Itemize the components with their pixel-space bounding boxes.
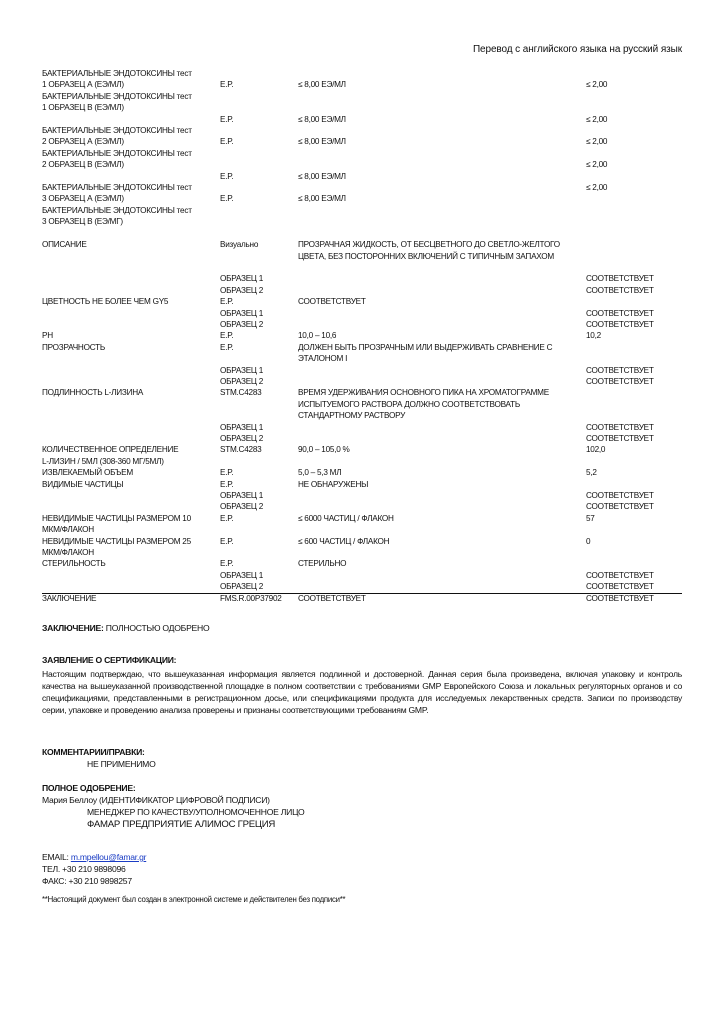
- certification-heading: ЗАЯВЛЕНИЕ О СЕРТИФИКАЦИИ:: [42, 655, 177, 665]
- cell-test-name: [42, 501, 220, 512]
- cell-test-name: [42, 273, 220, 284]
- table-row: [42, 513, 682, 524]
- cell-result: [586, 148, 682, 159]
- cell-test-name: [42, 285, 220, 296]
- table-row: [42, 262, 682, 273]
- cell-test-name: 1 ОБРАЗЕЦ В (ЕЭ/МЛ): [42, 103, 124, 113]
- cell-result: ≤ 2,00: [586, 80, 608, 90]
- cell-result: СООТВЕТСТВУЕТ: [586, 308, 654, 318]
- cell-result: [586, 456, 682, 467]
- cell-specification: [298, 365, 586, 376]
- cell-test-name: [42, 433, 220, 444]
- cell-test-name: 2 ОБРАЗЕЦ В (ЕЭ/МЛ): [42, 160, 124, 170]
- cell-specification: [298, 456, 586, 467]
- cell-test-name: [42, 353, 220, 364]
- cell-method: ОБРАЗЕЦ 1: [220, 274, 264, 284]
- cell-specification: [298, 159, 586, 170]
- cell-test-name: КОЛИЧЕСТВЕННОЕ ОПРЕДЕЛЕНИЕ: [42, 445, 179, 455]
- cell-method: [220, 262, 298, 273]
- cell-specification: ≤ 8,00 ЕЭ/МЛ: [298, 171, 346, 181]
- cell-method: E.P.: [220, 331, 234, 341]
- cell-test-name: [42, 171, 220, 182]
- cell-test-name: [42, 410, 220, 421]
- table-row: [42, 308, 682, 319]
- cell-method: ОБРАЗЕЦ 1: [220, 422, 264, 432]
- cell-method: E.P.: [220, 536, 234, 546]
- cell-method: [220, 182, 298, 193]
- email-line: [42, 851, 682, 863]
- cell-test-name: [42, 570, 220, 581]
- table-row: [42, 319, 682, 330]
- cell-result: [586, 205, 682, 216]
- cell-test-name: МКМ/ФЛАКОН: [42, 525, 94, 535]
- cell-specification: ВРЕМЯ УДЕРЖИВАНИЯ ОСНОВНОГО ПИКА НА ХРОМАТОГРАММЕ: [298, 388, 549, 398]
- cell-specification: 90,0 – 105,0 %: [298, 445, 350, 455]
- cell-method: [220, 125, 298, 136]
- cell-specification: [298, 262, 586, 273]
- cell-method: [220, 410, 298, 421]
- cell-result: [586, 193, 682, 204]
- cell-test-name: [42, 114, 220, 125]
- conclusion-value: ПОЛНОСТЬЮ ОДОБРЕНО: [103, 623, 210, 633]
- cell-specification: НЕ ОБНАРУЖЕНЫ: [298, 479, 369, 489]
- cell-specification: [298, 182, 586, 193]
- cell-test-name: 1 ОБРАЗЕЦ А (ЕЭ/МЛ): [42, 80, 124, 90]
- table-row: [42, 159, 682, 170]
- cell-specification: ИСПЫТУЕМОГО РАСТВОРА ДОЛЖНО СООТВЕТСТВОВАТЬ: [298, 399, 520, 409]
- cell-method: [220, 91, 298, 102]
- cell-method: E.P.: [220, 297, 234, 307]
- cell-specification: 10,0 – 10,6: [298, 331, 337, 341]
- table-row: [42, 410, 682, 421]
- table-row: [42, 114, 682, 125]
- cell-result: СООТВЕТСТВУЕТ: [586, 285, 654, 295]
- approval-section: [42, 782, 682, 832]
- cell-test-name: 3 ОБРАЗЕЦ В (ЕЭ/МГ): [42, 217, 123, 227]
- table-row: [42, 376, 682, 387]
- cell-test-name: МКМ/ФЛАКОН: [42, 548, 94, 558]
- cell-method: ОБРАЗЕЦ 2: [220, 434, 264, 443]
- table-row: [42, 365, 682, 376]
- cell-specification: ≤ 8,00 ЕЭ/МЛ: [298, 80, 346, 90]
- cell-result: [586, 239, 682, 250]
- cell-result: [586, 410, 682, 421]
- cell-specification: [298, 125, 586, 136]
- test-results-table: [42, 68, 682, 604]
- cell-specification: [298, 501, 586, 512]
- cell-test-name: БАКТЕРИАЛЬНЫЕ ЭНДОТОКСИНЫ тест: [42, 91, 192, 101]
- cell-specification: [298, 319, 586, 330]
- table-row: [42, 342, 682, 353]
- cell-test-name: [42, 228, 220, 239]
- certification-section: [42, 654, 682, 716]
- cell-method: [220, 102, 298, 113]
- cell-result: СООТВЕТСТВУЕТ: [586, 422, 654, 432]
- table-row: [42, 422, 682, 433]
- table-row: [42, 570, 682, 581]
- cell-method: ОБРАЗЕЦ 1: [220, 570, 264, 580]
- cell-test-name: ПОДЛИННОСТЬ L-ЛИЗИНА: [42, 388, 144, 398]
- cell-specification: ЦВЕТА, БЕЗ ПОСТОРОННИХ ВКЛЮЧЕНИЙ С ТИПИЧНЫМ ЗАПАХОМ: [298, 251, 554, 261]
- cell-specification: ≤ 8,00 ЕЭ/МЛ: [298, 137, 346, 147]
- translation-note: Перевод с английского языка на русский язык: [472, 44, 682, 55]
- footnote: **Настоящий документ был создан в электронной системе и действителен без подписи**: [42, 895, 346, 904]
- cell-method: E.P.: [220, 114, 234, 124]
- cell-result: [586, 262, 682, 273]
- cell-test-name: [42, 319, 220, 330]
- table-row: [42, 433, 682, 444]
- cell-method: E.P.: [220, 80, 234, 90]
- cell-method: [220, 251, 298, 262]
- cell-result: СООТВЕТСТВУЕТ: [586, 376, 654, 386]
- table-row: [42, 273, 682, 284]
- cell-specification: [298, 433, 586, 444]
- cell-specification: СООТВЕТСТВУЕТ: [298, 593, 366, 603]
- cell-method: [220, 524, 298, 535]
- table-row: [42, 479, 682, 490]
- cell-method: Визуально: [220, 240, 259, 250]
- cell-result: [586, 399, 682, 410]
- cell-method: ОБРАЗЕЦ 2: [220, 319, 264, 329]
- cell-test-name: БАКТЕРИАЛЬНЫЕ ЭНДОТОКСИНЫ тест: [42, 69, 192, 78]
- cell-specification: [298, 68, 586, 79]
- cell-method: [220, 456, 298, 467]
- cell-result: [586, 68, 682, 79]
- cell-specification: [298, 228, 586, 239]
- cell-result: СООТВЕТСТВУЕТ: [586, 570, 654, 580]
- cell-test-name: 2 ОБРАЗЕЦ А (ЕЭ/МЛ): [42, 137, 124, 147]
- table-row: [42, 79, 682, 90]
- cell-test-name: НЕВИДИМЫЕ ЧАСТИЦЫ РАЗМЕРОМ 10: [42, 513, 191, 523]
- table-row: [42, 216, 682, 227]
- comments-heading: КОММЕНТАРИИ/ПРАВКИ:: [42, 747, 145, 757]
- table-row: [42, 581, 682, 592]
- cell-result: ≤ 2,00: [586, 137, 608, 147]
- cell-method: [220, 148, 298, 159]
- cell-specification: ПРОЗРАЧНАЯ ЖИДКОСТЬ, ОТ БЕСЦВЕТНОГО ДО СВЕТЛО-ЖЕЛТОГО: [298, 240, 560, 250]
- cell-method: FMS.R.00P37902: [220, 593, 282, 603]
- table-row: [42, 125, 682, 136]
- cell-test-name: 3 ОБРАЗЕЦ А (ЕЭ/МЛ): [42, 194, 124, 204]
- table-row: [42, 239, 682, 250]
- cell-specification: ДОЛЖЕН БЫТЬ ПРОЗРАЧНЫМ ИЛИ ВЫДЕРЖИВАТЬ СРАВНЕНИЕ С: [298, 342, 553, 352]
- cell-test-name: [42, 490, 220, 501]
- approval-signer: Мария Беллоу (ИДЕНТИФИКАТОР ЦИФРОВОЙ ПОДПИСИ): [42, 795, 270, 805]
- table-row: [42, 456, 682, 467]
- cell-result: [586, 558, 682, 569]
- cell-method: ОБРАЗЕЦ 2: [220, 502, 264, 512]
- cell-test-name: НЕВИДИМЫЕ ЧАСТИЦЫ РАЗМЕРОМ 25: [42, 536, 191, 546]
- table-row: [42, 330, 682, 341]
- cell-specification: [298, 581, 586, 592]
- cell-test-name: [42, 376, 220, 387]
- cell-test-name: ЗАКЛЮЧЕНИЕ: [42, 593, 97, 603]
- cell-specification: ≤ 600 ЧАСТИЦ / ФЛАКОН: [298, 536, 390, 546]
- cell-method: E.P.: [220, 171, 234, 181]
- cell-method: [220, 216, 298, 227]
- email-link[interactable]: m.mpellou@famar.gr: [70, 852, 147, 862]
- cell-specification: СТЕРИЛЬНО: [298, 559, 347, 569]
- cell-test-name: [42, 422, 220, 433]
- table-row: [42, 136, 682, 147]
- table-row: [42, 353, 682, 364]
- cell-method: ОБРАЗЕЦ 1: [220, 308, 264, 318]
- cell-specification: ЭТАЛОНОМ I: [298, 354, 348, 364]
- cell-test-name: ОПИСАНИЕ: [42, 240, 87, 250]
- cell-result: [586, 228, 682, 239]
- cell-test-name: БАКТЕРИАЛЬНЫЕ ЭНДОТОКСИНЫ тест: [42, 126, 192, 136]
- table-bottom-rule: [42, 593, 682, 594]
- cell-result: [586, 171, 682, 182]
- comments-section: [42, 746, 682, 770]
- cell-result: [586, 125, 682, 136]
- cell-result: СООТВЕТСТВУЕТ: [586, 274, 654, 284]
- cell-specification: [298, 285, 586, 296]
- cell-test-name: ЦВЕТНОСТЬ НЕ БОЛЕЕ ЧЕМ GY5: [42, 297, 169, 307]
- cell-method: [220, 228, 298, 239]
- table-row: [42, 171, 682, 182]
- approval-position: МЕНЕДЖЕР ПО КАЧЕСТВУ/УПОЛНОМОЧЕННОЕ ЛИЦО: [87, 807, 305, 817]
- cell-test-name: [42, 262, 220, 273]
- cell-method: [220, 68, 298, 79]
- phone-line: ТЕЛ. +30 210 9898096: [42, 864, 126, 874]
- cell-result: ≤ 2,00: [586, 114, 608, 124]
- cell-result: [586, 524, 682, 535]
- table-row: [42, 251, 682, 262]
- table-row: [42, 490, 682, 501]
- cell-result: [586, 342, 682, 353]
- table-row: [42, 593, 682, 604]
- comments-text: НЕ ПРИМЕНИМО: [87, 759, 156, 769]
- table-row: [42, 558, 682, 569]
- cell-result: ≤ 2,00: [586, 160, 608, 170]
- cell-specification: 5,0 – 5,3 МЛ: [298, 468, 342, 478]
- conclusion-label: ЗАКЛЮЧЕНИЕ:: [42, 623, 104, 633]
- cell-specification: [298, 376, 586, 387]
- table-row: [42, 296, 682, 307]
- cell-specification: [298, 273, 586, 284]
- cell-result: ≤ 2,00: [586, 183, 608, 193]
- certification-text: Настоящим подтверждаю, что вышеуказанная информация является подлинной и достоверной. Данная серия была произведена, включая упаковку и контроль качества на вышеуказанной производственной площадке в полном соответствии с требованиями GMP Европейского Союза и локальных регуляторных органов и со спецификациями, представленными в регистрационном досье, или спецификациями продукта для исследуемых лекарственных средств. Записи по производству серии, упаковке и проведению анализа проверены и признаны соответствующими требованиям GMP.: [42, 669, 682, 715]
- cell-test-name: [42, 365, 220, 376]
- table-row: [42, 399, 682, 410]
- table-row: [42, 228, 682, 239]
- cell-specification: [298, 308, 586, 319]
- cell-result: [586, 479, 682, 490]
- cell-test-name: [42, 581, 220, 592]
- table-row: [42, 547, 682, 558]
- cell-result: СООТВЕТСТВУЕТ: [586, 502, 654, 512]
- cell-test-name: PH: [42, 331, 53, 341]
- table-row: [42, 501, 682, 512]
- cell-result: СООТВЕТСТВУЕТ: [586, 365, 654, 375]
- cell-method: ОБРАЗЕЦ 1: [220, 365, 264, 375]
- cell-specification: [298, 524, 586, 535]
- cell-result: 102,0: [586, 445, 606, 455]
- contacts-section: [42, 851, 682, 887]
- cell-test-name: БАКТЕРИАЛЬНЫЕ ЭНДОТОКСИНЫ тест: [42, 183, 192, 193]
- fax-line: ФАКС: +30 210 9898257: [42, 876, 132, 886]
- cell-test-name: СТЕРИЛЬНОСТЬ: [42, 559, 106, 569]
- conclusion-section: [42, 622, 682, 634]
- cell-specification: [298, 490, 586, 501]
- cell-test-name: [42, 308, 220, 319]
- cell-method: E.P.: [220, 137, 234, 147]
- cell-test-name: ПРОЗРАЧНОСТЬ: [42, 342, 105, 352]
- cell-test-name: ВИДИМЫЕ ЧАСТИЦЫ: [42, 479, 124, 489]
- cell-result: [586, 387, 682, 398]
- cell-result: 0: [586, 536, 591, 546]
- table-row: [42, 102, 682, 113]
- cell-specification: ≤ 8,00 ЕЭ/МЛ: [298, 194, 346, 204]
- cell-result: СООТВЕТСТВУЕТ: [586, 319, 654, 329]
- cell-result: [586, 102, 682, 113]
- cell-test-name: БАКТЕРИАЛЬНЫЕ ЭНДОТОКСИНЫ тест: [42, 205, 192, 215]
- cell-specification: СТАНДАРТНОМУ РАСТВОРУ: [298, 411, 406, 421]
- cell-result: 5,2: [586, 468, 597, 478]
- table-row: [42, 193, 682, 204]
- cell-specification: ≤ 6000 ЧАСТИЦ / ФЛАКОН: [298, 513, 394, 523]
- cell-result: [586, 296, 682, 307]
- cell-method: E.P.: [220, 194, 234, 204]
- cell-result: СООТВЕТСТВУЕТ: [586, 434, 654, 443]
- cell-method: [220, 399, 298, 410]
- table-row: [42, 182, 682, 193]
- cell-specification: [298, 570, 586, 581]
- cell-result: СООТВЕТСТВУЕТ: [586, 491, 654, 501]
- cell-method: E.P.: [220, 342, 234, 352]
- cell-test-name: [42, 399, 220, 410]
- approval-company: ФАМАР ПРЕДПРИЯТИЕ АЛИМОС ГРЕЦИЯ: [87, 819, 276, 830]
- cell-test-name: L-ЛИЗИН / 5МЛ (308-360 МГ/5МЛ): [42, 456, 164, 466]
- cell-test-name: [42, 251, 220, 262]
- approval-heading: ПОЛНОЕ ОДОБРЕНИЕ:: [42, 783, 136, 793]
- table-row: [42, 91, 682, 102]
- cell-method: [220, 353, 298, 364]
- cell-method: [220, 205, 298, 216]
- cell-method: [220, 159, 298, 170]
- cell-method: ОБРАЗЕЦ 2: [220, 285, 264, 295]
- table-row: [42, 524, 682, 535]
- table-row: [42, 536, 682, 547]
- cell-test-name: ИЗВЛЕКАЕМЫЙ ОБЪЕМ: [42, 468, 133, 478]
- table-row: [42, 148, 682, 159]
- cell-method: STM.C4283: [220, 388, 262, 398]
- cell-method: E.P.: [220, 468, 234, 478]
- cell-result: 10,2: [586, 331, 601, 341]
- cell-result: [586, 251, 682, 262]
- cell-specification: [298, 205, 586, 216]
- cell-specification: ≤ 8,00 ЕЭ/МЛ: [298, 114, 346, 124]
- cell-method: STM.C4283: [220, 445, 262, 455]
- cell-method: ОБРАЗЕЦ 1: [220, 491, 264, 501]
- email-label: EMAIL:: [42, 852, 71, 862]
- table-row: [42, 68, 682, 79]
- cell-result: СООТВЕТСТВУЕТ: [586, 593, 654, 603]
- cell-result: [586, 353, 682, 364]
- cell-result: 57: [586, 513, 595, 523]
- cell-specification: [298, 91, 586, 102]
- cell-method: E.P.: [220, 559, 234, 569]
- table-row: [42, 467, 682, 478]
- cell-method: E.P.: [220, 513, 234, 523]
- cell-method: ОБРАЗЕЦ 2: [220, 582, 264, 592]
- cell-specification: СООТВЕТСТВУЕТ: [298, 297, 366, 307]
- cell-method: [220, 547, 298, 558]
- table-row: [42, 205, 682, 216]
- cell-method: E.P.: [220, 479, 234, 489]
- cell-specification: [298, 102, 586, 113]
- cell-specification: [298, 547, 586, 558]
- cell-result: СООТВЕТСТВУЕТ: [586, 582, 654, 592]
- table-row: [42, 444, 682, 455]
- table-row: [42, 285, 682, 296]
- cell-result: [586, 547, 682, 558]
- cell-specification: [298, 216, 586, 227]
- cell-specification: [298, 148, 586, 159]
- table-row: [42, 387, 682, 398]
- cell-test-name: БАКТЕРИАЛЬНЫЕ ЭНДОТОКСИНЫ тест: [42, 148, 192, 158]
- cell-result: [586, 216, 682, 227]
- cell-result: [586, 91, 682, 102]
- cell-specification: [298, 422, 586, 433]
- cell-method: ОБРАЗЕЦ 2: [220, 376, 264, 386]
